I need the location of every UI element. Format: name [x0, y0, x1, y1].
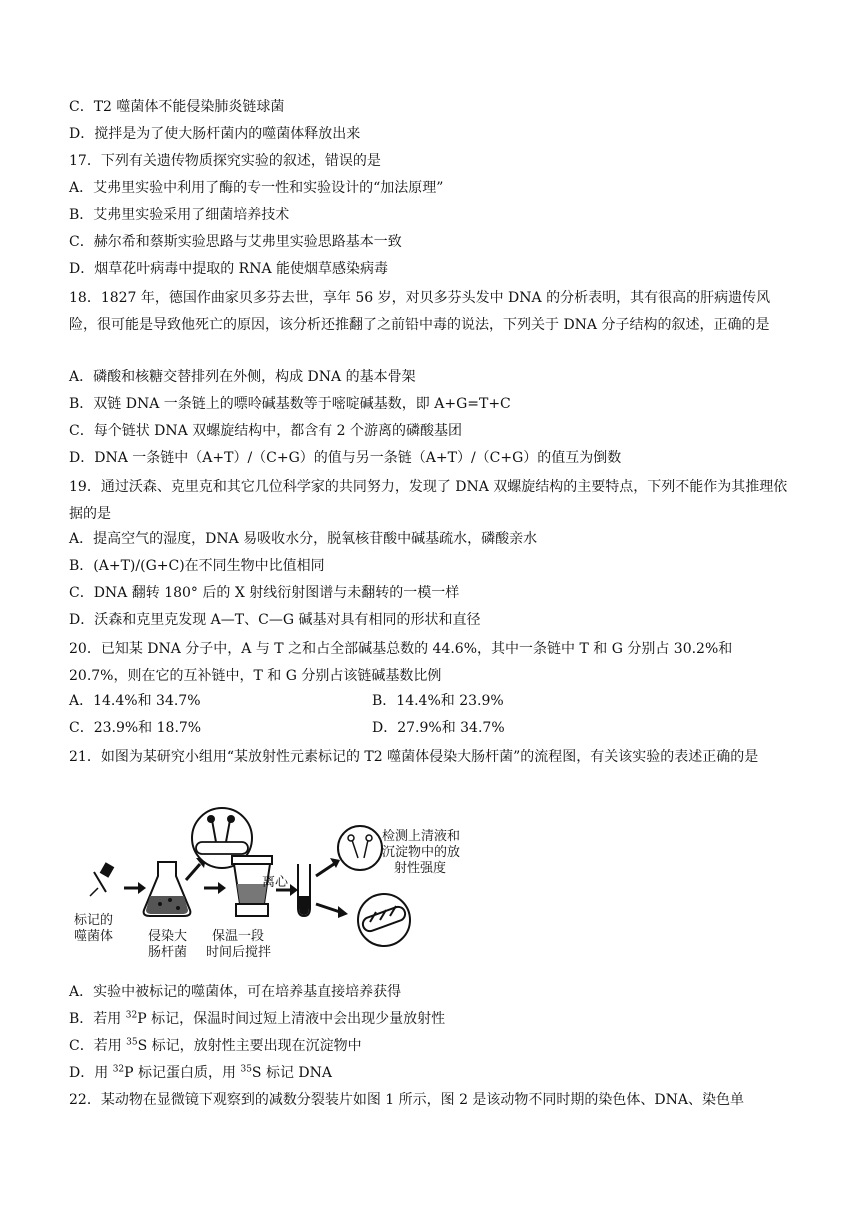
label-keep-2: 时间后搅拌	[206, 945, 272, 960]
phage-experiment-figure	[72, 800, 492, 975]
q21-option-b: B．若用 $^{32}$P 标记，保温时间过短上清液中会出现少量放射性	[69, 1010, 446, 1027]
label-phage-2: 噬菌体	[74, 929, 114, 944]
q19-stem: 19．通过沃森、克里克和其它几位科学家的共同努力，发现了 DNA 双螺旋结构的主要特点，下列不能作为其推理依据的是	[69, 479, 788, 522]
q20-stem: 20．已知某 DNA 分子中，A 与 T 之和占全部碱基总数的 44.6%，其中一条链中 T 和 G 分别占 30.2%和 20.7%，则在它的互补链中，T 和 G 分别占该链碱基数比例	[69, 641, 733, 684]
q20-option-a: A．14.4%和 34.7%	[69, 693, 201, 709]
q21-stem: 21．如图为某研究小组用“某放射性元素标记的 T2 噬菌体侵染大肠杆菌”的流程图，有关该实验的表述正确的是	[69, 749, 759, 765]
q17-option-a: A．艾弗里实验中利用了酶的专一性和实验设计的“加法原理”	[69, 180, 444, 196]
q20-option-d: D．27.9%和 34.7%	[372, 720, 505, 736]
q22-stem: 22．某动物在显微镜下观察到的减数分裂装片如图 1 所示，图 2 是该动物不同时期的染色体、DNA、染色单	[69, 1092, 745, 1108]
q16-option-d: D．搅拌是为了使大肠杆菌内的噬菌体释放出来	[69, 126, 361, 142]
q19-option-b: B．(A+T)/(G+C)在不同生物中比值相同	[69, 558, 325, 574]
q19-option-a: A．提高空气的湿度，DNA 易吸收水分，脱氧核苷酸中碱基疏水，磷酸亲水	[69, 531, 538, 547]
label-infect-2: 肠杆菌	[148, 945, 188, 960]
label-keep-1: 保温一段	[212, 929, 265, 944]
q18-option-a: A．磷酸和核糖交替排列在外侧，构成 DNA 的基本骨架	[69, 369, 416, 385]
q19-option-d: D．沃森和克里克发现 A—T、C—G 碱基对具有相同的形状和直径	[69, 612, 481, 628]
q21-option-c: C．若用 $^{35}$S 标记，放射性主要出现在沉淀物中	[69, 1037, 362, 1054]
q17-option-c: C．赫尔希和蔡斯实验思路与艾弗里实验思路基本一致	[69, 234, 402, 250]
flask-icon	[144, 862, 191, 916]
q21-option-d: D．用 $^{32}$P 标记蛋白质，用 $^{35}$S 标记 DNA	[69, 1064, 332, 1081]
sediment-magnified-icon	[358, 894, 410, 946]
q18-stem: 18．1827 年，德国作曲家贝多芬去世，享年 56 岁，对贝多芬头发中 DNA 的分析表明，其有很高的肝病遗传风险，很可能是导致他死亡的原因，该分析还推翻了之前铅中毒的说法，下列关于 DNA 分子结构的叙述，正确的是	[69, 290, 771, 333]
q18-option-d: D．DNA 一条链中（A+T）/（C+G）的值与另一条链（A+T）/（C+G）的值互为倒数	[69, 450, 622, 466]
q20-option-c: C．23.9%和 18.7%	[69, 720, 202, 736]
q19-option-c: C．DNA 翻转 180° 后的 X 射线衍射图谱与未翻转的一模一样	[69, 585, 460, 601]
label-detect-2: 沉淀物中的放	[382, 845, 461, 860]
label-infect-1: 侵染大	[148, 929, 188, 944]
q17-option-b: B．艾弗里实验采用了细菌培养技术	[69, 207, 290, 223]
label-detect-3: 射性强度	[394, 861, 447, 876]
label-centrifuge: 离心	[262, 875, 289, 890]
q21-option-a: A．实验中被标记的噬菌体，可在培养基直接培养获得	[69, 984, 402, 1000]
label-detect-1: 检测上清液和	[382, 829, 461, 844]
q20-option-b: B．14.4%和 23.9%	[372, 693, 504, 709]
q18-option-c: C．每个链状 DNA 双螺旋结构中，都含有 2 个游离的磷酸基团	[69, 423, 463, 439]
arrow-1-icon	[124, 882, 146, 894]
label-phage-1: 标记的	[74, 913, 114, 928]
q17-option-d: D．烟草花叶病毒中提取的 RNA 能使烟草感染病毒	[69, 261, 389, 277]
labeled-phage-icon	[90, 862, 114, 896]
arrow-up-right-icon	[316, 858, 340, 876]
supernatant-magnified-icon	[338, 826, 382, 870]
arrow-down-right-icon	[316, 904, 348, 918]
q16-option-c: C．T2 噬菌体不能侵染肺炎链球菌	[69, 99, 285, 115]
arrow-2-icon	[204, 882, 226, 894]
test-tube-icon	[298, 864, 310, 916]
q17-stem: 17．下列有关遗传物质探究实验的叙述，错误的是	[69, 153, 381, 169]
q18-option-b: B．双链 DNA 一条链上的嘌呤碱基数等于嘧啶碱基数，即 A+G=T+C	[69, 396, 511, 412]
